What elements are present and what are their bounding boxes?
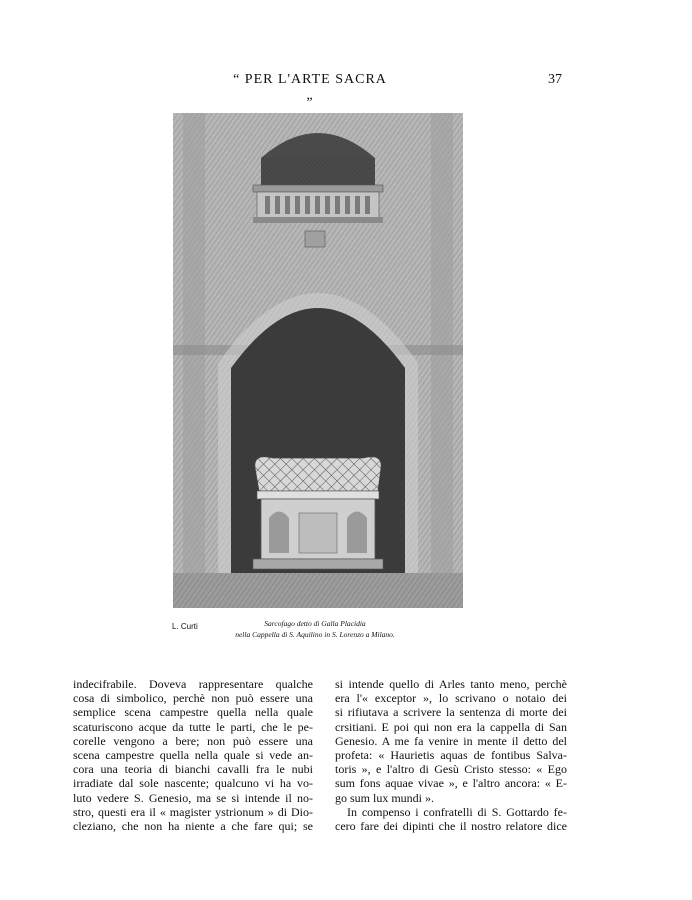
text-line: si rifiutava a scrivere la sentenza di morte dei xyxy=(335,705,567,720)
text-line: semplice scena campestre quella nella quale xyxy=(73,705,313,720)
text-line: go sum lux mundi ». xyxy=(335,790,435,805)
text-line: crsitiani. E poi qui non era la cappella di San xyxy=(335,719,567,734)
text-line: irradiate dal sole nascente; qualcuno vi ha vo- xyxy=(73,776,313,791)
text-line: cosa di simbolico, perchè non può essere una xyxy=(73,691,313,706)
right-column-text xyxy=(335,677,567,833)
text-line: Genesio. A me fa venire in mente il detto del xyxy=(335,733,567,748)
text-line: sum fons aquae vivae », e l'altro ancora: « E- xyxy=(335,776,567,791)
running-head xyxy=(0,72,692,103)
left-column-text xyxy=(73,677,313,833)
illustration-artist: L. Curti xyxy=(172,622,198,631)
illustration-plate xyxy=(173,113,463,608)
running-title: “ PER L'ARTE SACRA „ xyxy=(233,72,387,103)
text-line: profeta: « Haurietis aquas de fontibus Salva- xyxy=(335,748,567,763)
text-line: stro, questi era il « magister ystrionum » di Dio- xyxy=(73,804,313,819)
caption-line-2: nella Cappella di S. Aquilino in S. Lorenzo a Milano. xyxy=(235,630,395,639)
text-line: luto vedere S. Genesio, ma se si intende il no- xyxy=(73,790,313,805)
page-number: 37 xyxy=(548,72,562,87)
text-line: era l'« exceptor », lo scrivano o notaio dei xyxy=(335,691,567,706)
text-line: si intende quello di Arles tanto meno, perchè xyxy=(335,677,567,691)
text-line: cero fare dei dipinti che il nostro relatore dice xyxy=(335,819,567,834)
text-line: In compenso i confratelli di S. Gottardo fe- xyxy=(347,804,567,819)
text-line: toris », e l'altro di Gesù Cristo stesso: « Ego xyxy=(335,762,567,777)
text-line: indecifrabile. Doveva rappresentare qualche xyxy=(73,677,313,691)
text-line: corelle vengono a bere; non può essere una xyxy=(73,733,313,748)
text-line: cora una teoria di bianchi cavalli fra le nubi xyxy=(73,762,313,777)
sarcophagus-engraving xyxy=(173,113,463,608)
illustration-caption xyxy=(215,618,415,640)
caption-line-1: Sarcofago detto di Galla Placidia xyxy=(264,619,366,628)
text-line: scena campestre quella nella quale si vede an- xyxy=(73,748,313,763)
text-line: cleziano, che non ha niente a che fare qui; se xyxy=(73,819,313,834)
text-line: scaturiscono acque da tutte le parti, che le pe- xyxy=(73,719,313,734)
